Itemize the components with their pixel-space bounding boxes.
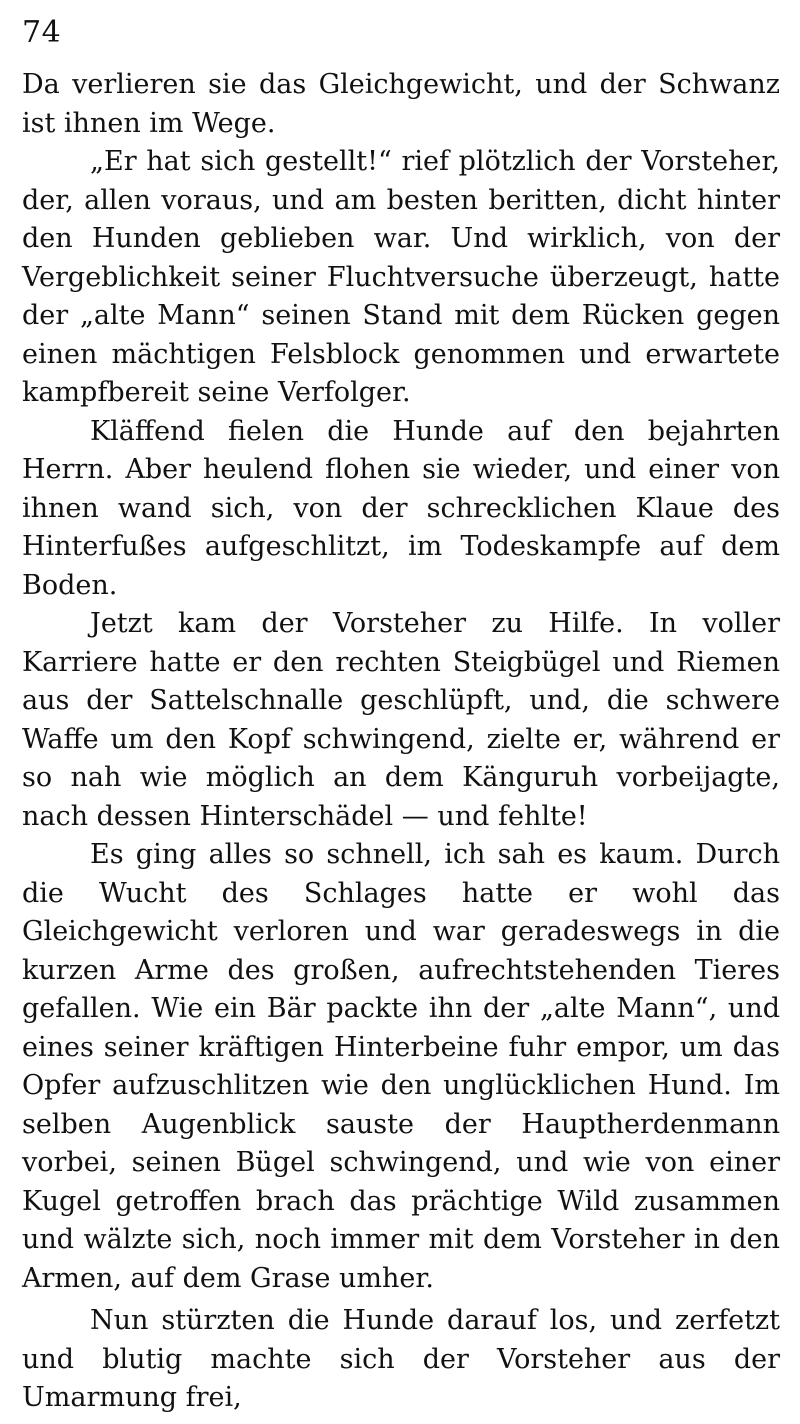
paragraph-2: „Er hat sich gestellt!“ rief plötzlich der Vorsteher, der, allen voraus, und am besten beritten, dicht hinter den Hunden geblieben war. Und wirklich, von der Vergeblichkeit seiner Fluchtversuche überzeugt, hatte der „alte Mann“ seinen Stand mit dem Rücken gegen einen mächtigen Felsblock genommen und erwartete kampfbereit seine Verfolger. [22, 146, 780, 408]
body-text [22, 66, 780, 1418]
paragraph-6: Nun stürzten die Hunde darauf los, und zerfetzt und blutig machte sich der Vorsteher aus der Umarmung frei, [22, 1305, 780, 1413]
paragraph-1: Da verlieren sie das Gleichgewicht, und der Schwanz ist ihnen im Wege. [22, 69, 780, 139]
paragraph-5: Es ging alles so schnell, ich sah es kaum. Durch die Wucht des Schlages hatte er wohl das Gleichgewicht verloren und war geradeswegs in die kurzen Arme des großen, aufrechtstehenden Tieres gefallen. Wie ein Bär packte ihn der „alte Mann“, und eines seiner kräftigen Hinterbeine fuhr empor, um das Opfer aufzuschlitzen wie den unglücklichen Hund. Im selben Augenblick sauste der Hauptherdenmann vorbei, seinen Bügel schwingend, und wie von einer Kugel getroffen brach das prächtige Wild zusammen und wälzte sich, noch immer mit dem Vorsteher in den Armen, auf dem Grase umher. [22, 839, 780, 1294]
page-number: 74 [22, 15, 62, 50]
paragraph-4: Jetzt kam der Vorsteher zu Hilfe. In voller Karriere hatte er den rechten Steigbügel und Riemen aus der Sattelschnalle geschlüpft, und, die schwere Waffe um den Kopf schwingend, zielte er, während er so nah wie möglich an dem Känguruh vorbeijagte, nach dessen Hinterschädel — und fehlte! [22, 608, 780, 832]
paragraph-3: Kläffend fielen die Hunde auf den bejahrten Herrn. Aber heulend flohen sie wieder, und einer von ihnen wand sich, von der schrecklichen Klaue des Hinterfußes aufgeschlitzt, im Todeskampfe auf dem Boden. [22, 415, 780, 601]
